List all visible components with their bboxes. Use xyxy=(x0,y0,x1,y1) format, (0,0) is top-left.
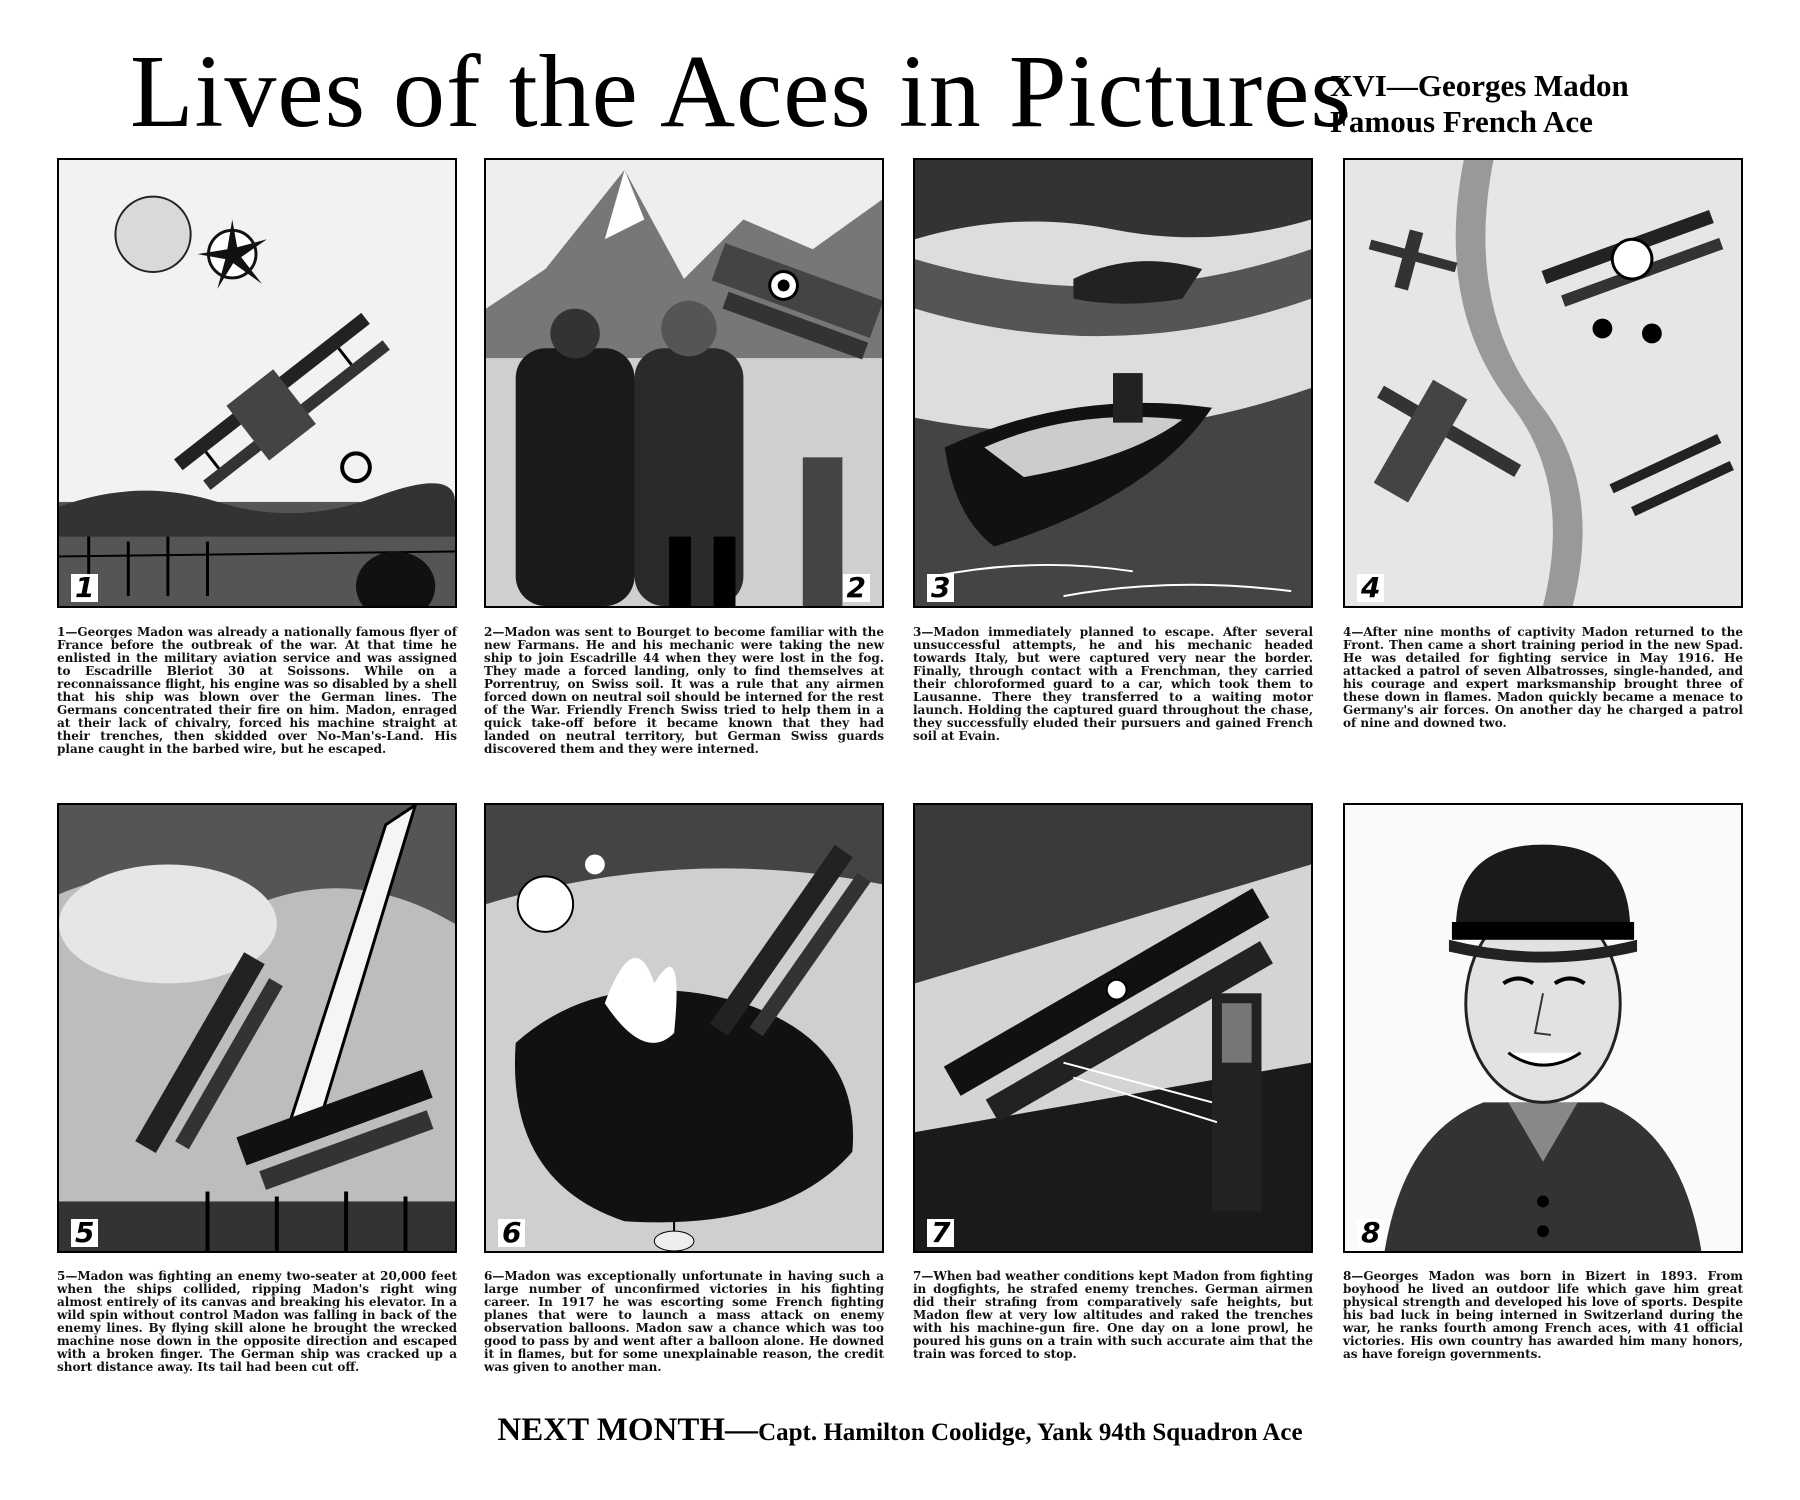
madon-portrait-drawing xyxy=(1345,805,1741,1251)
burning-balloon-drawing xyxy=(486,805,882,1251)
next-ace-announcement: Capt. Hamilton Coolidge, Yank 94th Squadron Ace xyxy=(758,1419,1303,1446)
panel-number: 8 xyxy=(1357,1219,1384,1247)
panel-number: 4 xyxy=(1357,574,1384,602)
strafing-train-drawing xyxy=(915,805,1311,1251)
panel-5-illustration xyxy=(57,803,457,1253)
subtitle-line-1: XVI—Georges Madon xyxy=(1330,68,1629,103)
panel-number: 6 xyxy=(498,1219,525,1247)
panel-2-illustration xyxy=(484,158,884,608)
panel-3-illustration xyxy=(913,158,1313,608)
panel-number: 5 xyxy=(71,1219,98,1247)
mid-air-collision-drawing xyxy=(59,805,455,1251)
forced-landing-drawing xyxy=(486,160,882,606)
next-month-label: NEXT MONTH— xyxy=(497,1412,759,1448)
panel-2-caption: 2—Madon was sent to Bourget to become familiar with the new Farmans. He and his mechanic were taking the new ship to join Escadrille 44 when they were lost in the fog. They made a forced landing, only to find themselves at Porrentruy, on Swiss soil. It was a rule that any airmen forced down on neutral soil should be interned for the rest of the War. Friendly French Swiss tried to help them in a quick take-off before it became known that they had landed on neutral territory, but German Swiss guards discovered them and they were interned. xyxy=(484,625,884,756)
panel-4-caption: 4—After nine months of captivity Madon returned to the Front. Then came a short training period in the new Spad. He was detailed for fighting service in May 1916. He attacked a patrol of seven Albatrosses, single-handed, and his courage and expert marksmanship brought three of these down in flames. Madon quickly became a menace to Germany's air forces. On another day he charged a patrol of nine and downed two. xyxy=(1343,625,1743,730)
panel-number: 1 xyxy=(71,574,98,602)
panel-number: 7 xyxy=(927,1219,954,1247)
next-month-footer xyxy=(0,1412,1800,1449)
subtitle-line-2: Famous French Ace xyxy=(1330,104,1593,139)
panel-3-caption: 3—Madon immediately planned to escape. After several unsuccessful attempts, he and his mechanic headed towards Italy, but were captured very near the border. Finally, through contact with a Frenchman, they carried their chloroformed guard to a car, which took them to Lausanne. There they transferred to a waiting motor launch. Holding the captured guard throughout the chase, they successfully eluded their pursuers and gained French soil at Evain. xyxy=(913,625,1313,743)
motor-launch-drawing xyxy=(915,160,1311,606)
panel-8-caption: 8—Georges Madon was born in Bizert in 1893. From boyhood he lived an outdoor life which gave him great physical strength and developed his love of sports. Despite his bad luck in being interned in Switzerland during the war, he ranks fourth among French aces, with 41 official victories. His own country has awarded him many honors, as have foreign governments. xyxy=(1343,1269,1743,1361)
dogfight-drawing xyxy=(1345,160,1741,606)
panel-number: 2 xyxy=(843,574,870,602)
panel-4-illustration xyxy=(1343,158,1743,608)
panel-6-illustration xyxy=(484,803,884,1253)
panel-8-illustration xyxy=(1343,803,1743,1253)
series-subtitle xyxy=(1330,68,1629,140)
panel-7-illustration xyxy=(913,803,1313,1253)
biplane-crash-drawing xyxy=(59,160,455,606)
panel-1-caption: 1—Georges Madon was already a nationally famous flyer of France before the outbreak of the war. At that time he enlisted in the military aviation service and was assigned to Escadrille Bleriot 30 at Soissons. While on a reconnaissance flight, his engine was so disabled by a shell that his ship was blown over the German lines. The Germans concentrated their fire on him. Madon, enraged at their lack of chivalry, forced his machine straight at their trenches, then skidded over No-Man's-Land. His plane caught in the barbed wire, but he escaped. xyxy=(57,625,457,756)
panel-6-caption: 6—Madon was exceptionally unfortunate in having such a large number of unconfirmed victories in his fighting career. In 1917 he was escorting some French fighting planes that were to launch a mass attack on enemy observation balloons. Madon saw a chance which was too good to pass by and went after a balloon alone. He downed it in flames, but for some unexplainable reason, the credit was given to another man. xyxy=(484,1269,884,1374)
page-title: Lives of the Aces in Pictures xyxy=(130,34,1352,149)
panel-7-caption: 7—When bad weather conditions kept Madon from fighting in dogfights, he strafed enemy trenches. German airmen did their strafing from comparatively safe heights, but Madon flew at very low altitudes and raked the trenches with his machine-gun fire. One day on a lone prowl, he poured his guns on a train with such accurate aim that the train was forced to stop. xyxy=(913,1269,1313,1361)
panel-1-illustration xyxy=(57,158,457,608)
panel-5-caption: 5—Madon was fighting an enemy two-seater at 20,000 feet when the ships collided, ripping Madon's right wing almost entirely of its canvas and breaking his elevator. In a wild spin without control Madon was falling in back of the enemy lines. By flying skill alone he brought the wrecked machine nose down in the opposite direction and escaped with a broken finger. The German ship was cracked up a short distance away. Its tail had been cut off. xyxy=(57,1269,457,1374)
panel-number: 3 xyxy=(927,574,954,602)
